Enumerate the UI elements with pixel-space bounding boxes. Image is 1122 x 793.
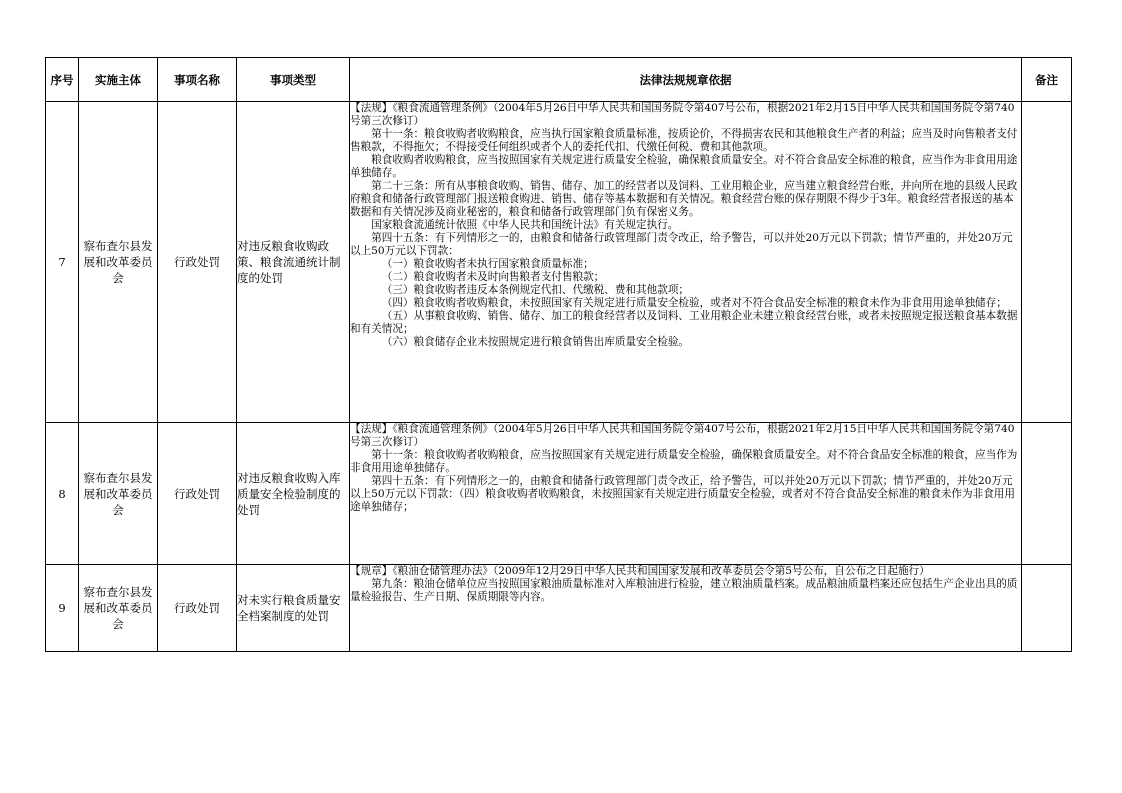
row-basis [350, 423, 1022, 565]
row-remark [1022, 102, 1072, 423]
header-basis: 法律法规规章依据 [350, 58, 1022, 102]
basis-paragraph: 第九条：粮油仓储单位应当按照国家粮油质量标准对入库粮油进行检验，建立粮油质量档案。成品粮油质量档案还应包括生产企业出具的质量检验报告、生产日期、保质期限等内容。 [350, 578, 1018, 603]
basis-paragraph: 第十一条：粮食收购者收购粮食，应当执行国家粮食质量标准，按质论价，不得损害农民和其他粮食生产者的利益；应当及时向售粮者支付售粮款，不得拖欠；不得接受任何组织或者个人的委托代扣、代缴任何税、费和其他款项。 [350, 128, 1018, 153]
basis-paragraph: 第四十五条：有下列情形之一的，由粮食和储备行政管理部门责令改正，给予警告，可以并处20万元以下罚款；情节严重的，并处20万元以上50万元以下罚款： [350, 232, 1013, 257]
row-item-type: 对未实行粮食质量安全档案制度的处罚 [237, 565, 350, 652]
table-row [46, 102, 1072, 423]
row-entity: 察布查尔县发展和改革委员会 [79, 102, 158, 423]
row-entity: 察布查尔县发展和改革委员会 [79, 565, 158, 652]
row-item-name: 行政处罚 [158, 102, 237, 423]
basis-paragraph: （三）粮食收购者违反本条例规定代扣、代缴税、费和其他款项； [381, 284, 690, 296]
table-row [46, 423, 1072, 565]
basis-paragraph: 国家粮食流通统计依照《中华人民共和国统计法》有关规定执行。 [371, 219, 679, 231]
basis-paragraph: 第四十五条：有下列情形之一的，由粮食和储备行政管理部门责令改正，给予警告，可以并处20万元以下罚款；情节严重的，并处20万元以上50万元以下罚款：（四）粮食收购者收购粮食，未按照国家有关规定进行质量安全检验，或者对不符合食品安全标准的粮食未作为非食用用途单独储存； [350, 475, 1015, 513]
row-seq: 7 [46, 102, 79, 423]
basis-paragraph: 粮食收购者收购粮食，应当按照国家有关规定进行质量安全检验，确保粮食质量安全。对不符合食品安全标准的粮食，应当作为非食用用途单独储存。 [350, 154, 1018, 179]
basis-paragraph: 【法规】《粮食流通管理条例》（2004年5月26日中华人民共和国国务院令第407号公布，根据2021年2月15日中华人民共和国国务院令第740号第三次修订） [350, 423, 1015, 448]
row-item-name: 行政处罚 [158, 565, 237, 652]
basis-paragraph: （二）粮食收购者未及时向售粮者支付售粮款； [381, 271, 605, 283]
header-entity: 实施主体 [79, 58, 158, 102]
regulation-table [45, 57, 1072, 652]
row-seq: 8 [46, 423, 79, 565]
basis-paragraph: （五）从事粮食收购、销售、储存、加工的粮食经营者以及饲料、工业用粮企业未建立粮食经营台账，或者未按照规定报送粮食基本数据和有关情况； [350, 310, 1018, 335]
row-item-type: 对违反粮食收购入库质量安全检验制度的处罚 [237, 423, 350, 565]
row-remark [1022, 423, 1072, 565]
row-entity: 察布查尔县发展和改革委员会 [79, 423, 158, 565]
basis-paragraph: 【规章】《粮油仓储管理办法》（2009年12月29日中华人民共和国国家发展和改革委员会令第5号公布，自公布之日起施行） [350, 565, 930, 577]
header-remark: 备注 [1022, 58, 1072, 102]
table-row [46, 565, 1072, 652]
row-remark [1022, 565, 1072, 652]
basis-paragraph: 第二十三条：所有从事粮食收购、销售、储存、加工的经营者以及饲料、工业用粮企业，应当建立粮食经营台账，并向所在地的县级人民政府粮食和储备行政管理部门报送粮食购进、销售、储存等基本数据和有关情况。粮食经营台账的保存期限不得少于3年。粮食经营者报送的基本数据和有关情况涉及商业秘密的，粮食和储备行政管理部门负有保密义务。 [350, 180, 1018, 218]
row-seq: 9 [46, 565, 79, 652]
basis-paragraph: （六）粮食储存企业未按照规定进行粮食销售出库质量安全检验。 [381, 336, 690, 348]
row-basis [350, 102, 1022, 423]
basis-paragraph: 第十一条：粮食收购者收购粮食，应当按照国家有关规定进行质量安全检验，确保粮食质量安全。对不符合食品安全标准的粮食，应当作为非食用用途单独储存。 [350, 449, 1018, 474]
row-item-type: 对违反粮食收购政策、粮食流通统计制度的处罚 [237, 102, 350, 423]
row-basis [350, 565, 1022, 652]
header-item-name: 事项名称 [158, 58, 237, 102]
header-item-type: 事项类型 [237, 58, 350, 102]
header-seq: 序号 [46, 58, 79, 102]
basis-paragraph: （四）粮食收购者收购粮食，未按照国家有关规定进行质量安全检验，或者对不符合食品安全标准的粮食未作为非食用用途单独储存； [381, 297, 1007, 309]
row-item-name: 行政处罚 [158, 423, 237, 565]
basis-paragraph: （一）粮食收购者未执行国家粮食质量标准； [381, 258, 594, 270]
basis-paragraph: 【法规】《粮食流通管理条例》（2004年5月26日中华人民共和国国务院令第407号公布，根据2021年2月15日中华人民共和国国务院令第740号第三次修订） [350, 102, 1015, 127]
header-row [46, 58, 1072, 102]
